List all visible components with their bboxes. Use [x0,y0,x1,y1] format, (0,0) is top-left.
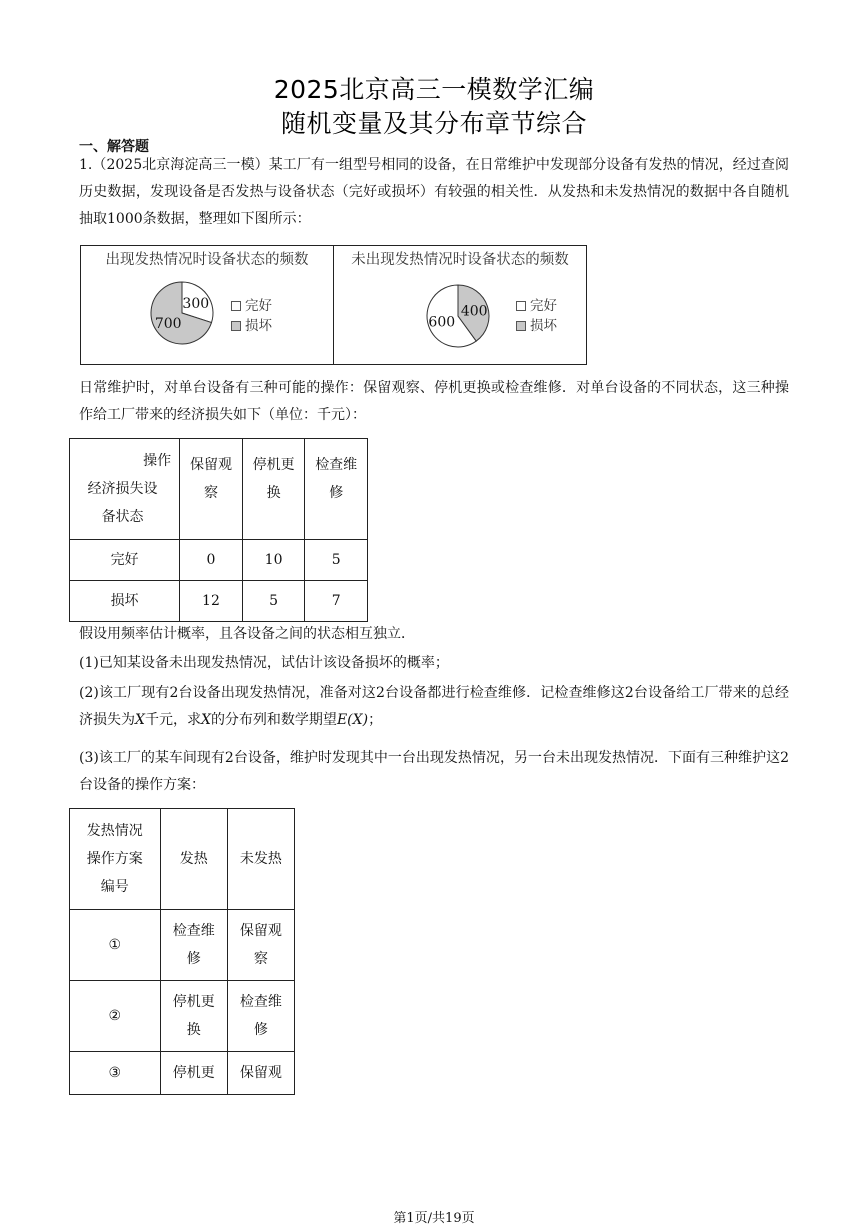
cell-line: 保留观 [239,1065,282,1081]
table-cell: 12 [180,581,243,622]
legend-label: 损坏 [245,318,272,334]
doc-subtitle: 随机变量及其分布章节综合 [280,109,587,138]
table-row [70,910,295,981]
assumption-text: 假设用频率估计概率，且各设备之间的状态相互独立． [79,626,415,642]
cell-line: 换 [186,1022,201,1038]
table-row [70,581,368,622]
table-cell: 7 [305,581,368,622]
cell-line: 修 [186,951,201,967]
row-label: 损坏 [70,581,180,622]
part2-seg: (2)该工厂现有2台设备出现发热情况，准备对这2台设备都进行检查维修．记检查维修这2台设备给工厂带来的总经济损失为 [79,685,789,728]
corner-line: 发热情况 [86,823,143,839]
table-cell [227,981,294,1052]
table-row [70,1052,295,1095]
plan-table [69,808,295,1095]
legend-item [516,316,557,336]
header-line: 察 [203,485,218,501]
pie-chart-heating [81,246,334,364]
corner-line: 操作 [143,453,172,469]
doc-title: 2025北京高三一模数学汇编 [273,75,595,104]
cell-line: 停机更 [172,1065,215,1081]
table-cell [227,910,294,981]
pie-legend [516,296,557,336]
pie-value-label: 700 [154,316,182,333]
cell-line: 停机更 [172,994,215,1010]
column-header [242,439,305,540]
part2-seg: 的分布列和数学期望 [210,712,337,728]
cell-line: 检查维 [172,923,215,939]
legend-swatch [231,321,241,331]
column-header [180,439,243,540]
section-heading: 一、解答题 [79,139,149,155]
pie-value-label: 300 [182,295,210,312]
header-line: 换 [266,485,281,501]
row-label: ① [70,910,161,981]
pie-legend [231,296,272,336]
corner-line: 经济损失设 [87,481,158,497]
pie-title: 出现发热情况时设备状态的频数 [105,252,309,268]
legend-label: 损坏 [530,318,557,334]
table-corner-cell [70,809,161,910]
pie-figure [80,245,587,365]
table-cell: 0 [180,540,243,581]
part1-text: (1)已知某设备未出现发热情况，试估计该设备损坏的概率； [79,655,449,671]
header-line: 修 [329,485,344,501]
cell-line: 察 [253,951,268,967]
table-header-row [70,439,368,540]
legend-item [516,296,557,316]
column-header: 未发热 [227,809,294,910]
table-row [70,981,295,1052]
legend-label: 完好 [245,298,272,314]
operations-paragraph: 日常维护时，对单台设备有三种可能的操作：保留观察、停机更换或检查维修．对单台设备的不同状态，这三种操作给工厂带来的经济损失如下（单位：千元）： [79,380,789,423]
legend-swatch [231,301,241,311]
row-label: ② [70,981,161,1052]
part2-seg: ； [368,712,383,728]
header-line: 保留观 [189,457,232,473]
legend-item [231,296,272,316]
header-line: 检查维 [315,457,358,473]
table-header-row [70,809,295,910]
legend-swatch [516,321,526,331]
question-intro: 1.（2025北京海淀高三一模）某工厂有一组型号相同的设备，在日常维护中发现部分设备有发热的情况，经过查阅历史数据，发现设备是否发热与设备状态（完好或损坏）有较强的相关性．从发热和未发热情况的数据中各自随机抽取1000条数据，整理如下图所示： [79,157,789,227]
math-x: X [200,712,211,728]
pie-title: 未出现发热情况时设备状态的频数 [351,252,569,268]
row-label: ③ [70,1052,161,1095]
header-line: 停机更 [252,457,295,473]
pie-value-label: 600 [428,314,456,331]
legend-swatch [516,301,526,311]
table-cell [160,1052,227,1095]
page-footer: 第1页/共19页 [393,1211,475,1226]
legend-item [231,316,272,336]
pie-value-label: 400 [460,303,488,320]
table-cell: 5 [242,581,305,622]
pie-panel-no-heating [333,246,586,364]
table-cell: 5 [305,540,368,581]
table-row [70,540,368,581]
part2-text [79,680,789,734]
loss-table [69,438,368,622]
corner-line: 编号 [100,879,129,895]
table-cell [227,1052,294,1095]
math-x: X [135,712,145,728]
corner-line: 备状态 [101,509,144,525]
part2-seg: 千元，求 [144,712,201,728]
corner-line: 操作方案 [86,851,143,867]
cell-line: 修 [253,1022,268,1038]
table-corner-cell [70,439,180,540]
legend-label: 完好 [530,298,557,314]
column-header [305,439,368,540]
pie-panel-heating [81,246,333,364]
table-cell [160,981,227,1052]
part3-text: (3)该工厂的某车间现有2台设备，维护时发现其中一台出现发热情况，另一台未出现发热情况．下面有三种维护这2台设备的操作方案： [79,750,789,793]
cell-line: 保留观 [239,923,282,939]
table-cell [160,910,227,981]
column-header: 发热 [160,809,227,910]
cell-line: 检查维 [239,994,282,1010]
table-cell: 10 [242,540,305,581]
row-label: 完好 [70,540,180,581]
math-expectation: E(X) [336,712,369,728]
